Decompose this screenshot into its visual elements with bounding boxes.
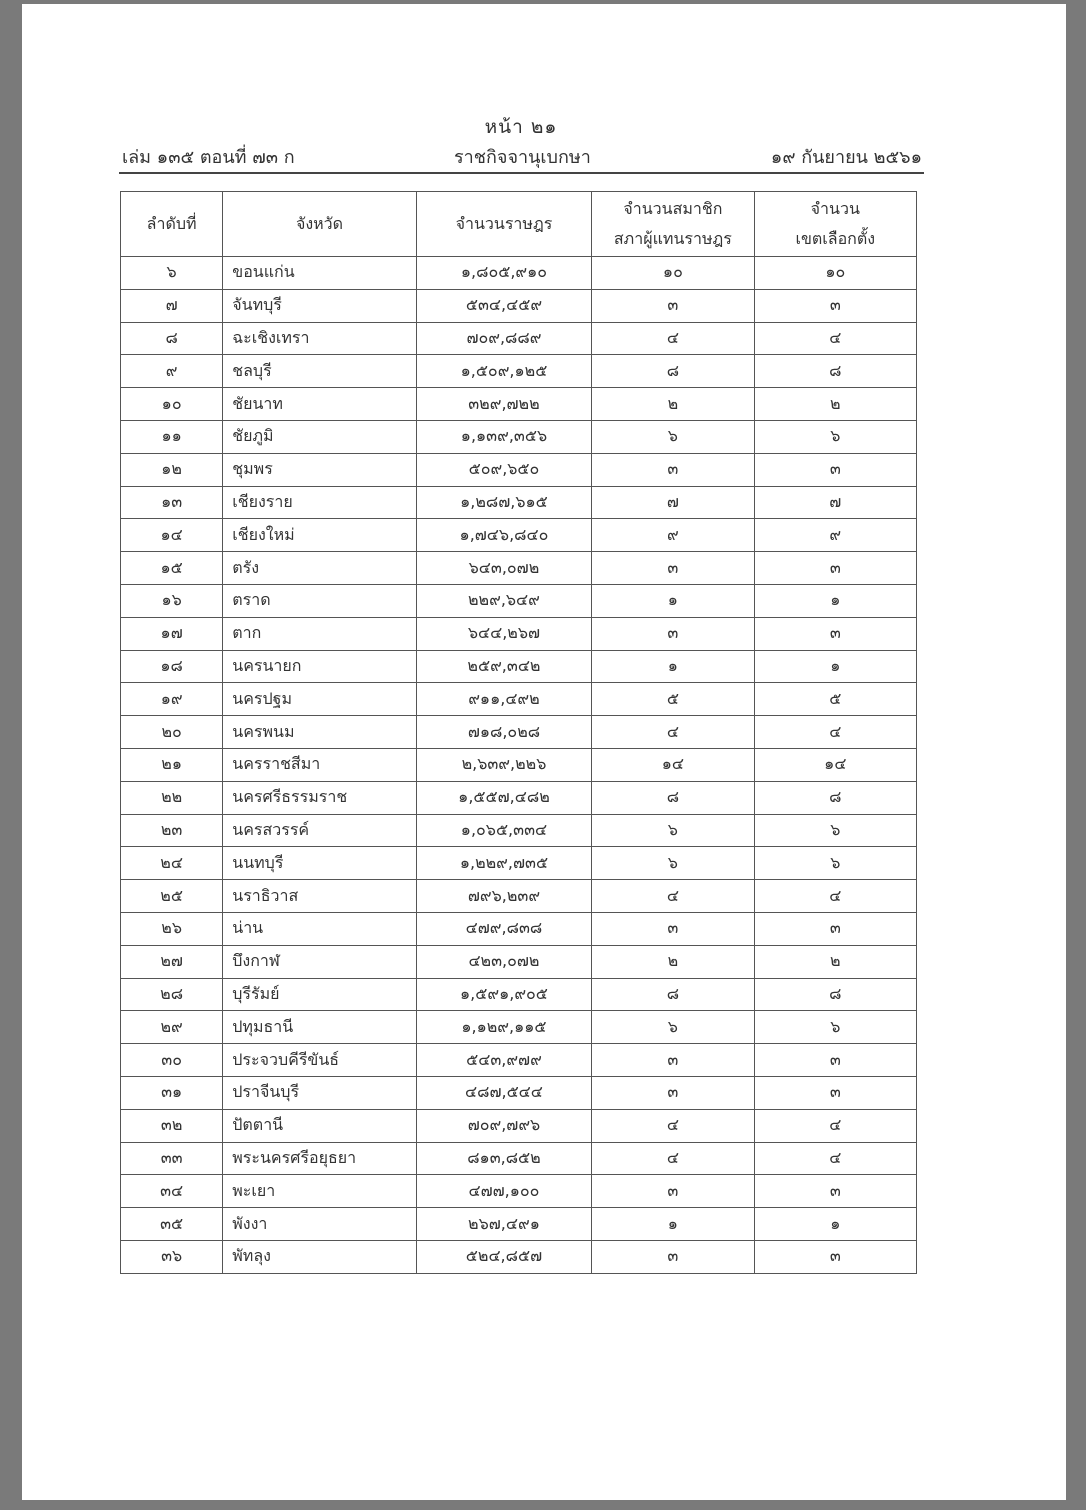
table-row — [121, 289, 917, 322]
col-mps-cell: ๗ — [592, 486, 754, 519]
col-order-cell: ๘ — [121, 322, 223, 355]
col-order-cell: ๑๕ — [121, 552, 223, 585]
col-order-cell: ๒๗ — [121, 945, 223, 978]
col-province-cell: ขอนแก่น — [223, 257, 416, 290]
col-districts-cell: ๔ — [754, 1109, 916, 1142]
col-population-cell: ๑,๕๕๗,๔๘๒ — [416, 781, 591, 814]
col-districts-cell: ๔ — [754, 1142, 916, 1175]
table-row — [121, 716, 917, 749]
col-mps-cell: ๔ — [592, 1109, 754, 1142]
col-order-cell: ๓๒ — [121, 1109, 223, 1142]
table-row — [121, 945, 917, 978]
col-population-cell: ๗๐๙,๘๘๙ — [416, 322, 591, 355]
col-districts-cell: ๖ — [754, 847, 916, 880]
col-order-cell: ๑๗ — [121, 617, 223, 650]
table-row — [121, 814, 917, 847]
col-districts-cell: ๘ — [754, 781, 916, 814]
table-row — [121, 650, 917, 683]
col-population-cell: ๑,๕๐๙,๑๒๕ — [416, 355, 591, 388]
volume-issue: เล่ม ๑๓๕ ตอนที่ ๗๓ ก — [122, 147, 295, 168]
col-districts-cell: ๑๔ — [754, 748, 916, 781]
col-mps-cell: ๓ — [592, 912, 754, 945]
col-order-cell: ๑๔ — [121, 519, 223, 552]
col-mps-cell: ๖ — [592, 847, 754, 880]
col-mps-cell: ๑ — [592, 584, 754, 617]
col-population-cell: ๑,๘๐๕,๙๑๐ — [416, 257, 591, 290]
col-mps-cell: ๓ — [592, 1076, 754, 1109]
table-row — [121, 453, 917, 486]
col-districts-cell: ๓ — [754, 1076, 916, 1109]
col-mps-cell: ๔ — [592, 322, 754, 355]
col-order-cell: ๓๖ — [121, 1240, 223, 1273]
col-population-cell: ๙๑๑,๔๙๒ — [416, 683, 591, 716]
col-districts-cell: ๔ — [754, 322, 916, 355]
col-mps-cell: ๓ — [592, 552, 754, 585]
col-population-cell: ๕๔๓,๙๗๙ — [416, 1044, 591, 1077]
running-header — [122, 142, 922, 170]
table-row — [121, 552, 917, 585]
col-districts-cell: ๓ — [754, 453, 916, 486]
col-province-cell: น่าน — [223, 912, 416, 945]
table-row — [121, 880, 917, 913]
table-row — [121, 847, 917, 880]
header-rule — [119, 172, 924, 174]
col-mps-cell: ๖ — [592, 1011, 754, 1044]
col-order-cell: ๒๐ — [121, 716, 223, 749]
col-population-cell: ๗๑๘,๐๒๘ — [416, 716, 591, 749]
col-population-cell: ๒๒๙,๖๔๙ — [416, 584, 591, 617]
col-order-cell: ๓๕ — [121, 1208, 223, 1241]
col-population-cell: ๑,๒๘๗,๖๑๕ — [416, 486, 591, 519]
col-districts-cell: ๖ — [754, 1011, 916, 1044]
col-mps-cell: ๓ — [592, 1240, 754, 1273]
col-order-header: ลำดับที่ — [121, 192, 223, 257]
table-row — [121, 781, 917, 814]
col-mps-cell: ๓ — [592, 1175, 754, 1208]
table-body — [121, 257, 917, 1274]
col-province-cell: บุรีรัมย์ — [223, 978, 416, 1011]
col-order-cell: ๒๒ — [121, 781, 223, 814]
col-order-cell: ๓๐ — [121, 1044, 223, 1077]
col-province-cell: พะเยา — [223, 1175, 416, 1208]
col-population-cell: ๒๕๙,๓๔๒ — [416, 650, 591, 683]
col-mps-cell: ๔ — [592, 880, 754, 913]
col-order-cell: ๓๔ — [121, 1175, 223, 1208]
col-province-cell: ประจวบคีรีขันธ์ — [223, 1044, 416, 1077]
col-population-cell: ๖๔๔,๒๖๗ — [416, 617, 591, 650]
col-mps-cell: ๒ — [592, 388, 754, 421]
col-districts-header: จำนวน เขตเลือกตั้ง — [754, 192, 916, 257]
col-districts-cell: ๔ — [754, 716, 916, 749]
table-row — [121, 257, 917, 290]
table-row — [121, 1011, 917, 1044]
table-row — [121, 420, 917, 453]
col-districts-cell: ๗ — [754, 486, 916, 519]
table-row — [121, 1044, 917, 1077]
col-population-cell: ๔๗๗,๑๐๐ — [416, 1175, 591, 1208]
col-districts-cell: ๒ — [754, 945, 916, 978]
col-province-cell: ชลบุรี — [223, 355, 416, 388]
table-row — [121, 1175, 917, 1208]
col-population-cell: ๑,๒๒๙,๗๓๕ — [416, 847, 591, 880]
col-population-cell: ๔๗๙,๘๓๘ — [416, 912, 591, 945]
table-row — [121, 486, 917, 519]
col-population-cell: ๗๐๙,๗๙๖ — [416, 1109, 591, 1142]
table-row — [121, 617, 917, 650]
col-districts-cell: ๓ — [754, 912, 916, 945]
col-mps-cell: ๘ — [592, 978, 754, 1011]
col-districts-cell: ๖ — [754, 420, 916, 453]
col-mps-cell: ๒ — [592, 945, 754, 978]
col-districts-cell: ๒ — [754, 388, 916, 421]
col-districts-cell: ๑ — [754, 650, 916, 683]
col-mps-cell: ๓ — [592, 617, 754, 650]
col-mps-cell: ๕ — [592, 683, 754, 716]
col-order-cell: ๓๑ — [121, 1076, 223, 1109]
table-row — [121, 1208, 917, 1241]
col-province-cell: นราธิวาส — [223, 880, 416, 913]
col-province-cell: บึงกาฬ — [223, 945, 416, 978]
table-row — [121, 519, 917, 552]
col-population-cell: ๑,๑๒๙,๑๑๕ — [416, 1011, 591, 1044]
col-province-cell: ตราด — [223, 584, 416, 617]
col-province-header: จังหวัด — [223, 192, 416, 257]
col-districts-cell: ๓ — [754, 1240, 916, 1273]
col-districts-cell: ๘ — [754, 355, 916, 388]
publication-date: ๑๙ กันยายน ๒๕๖๑ — [770, 147, 922, 168]
col-mps-cell: ๑๐ — [592, 257, 754, 290]
page-number: หน้า ๒๑ — [484, 116, 558, 138]
col-mps-cell: ๘ — [592, 355, 754, 388]
publication-name: ราชกิจจานุเบกษา — [454, 147, 591, 168]
col-districts-cell: ๑ — [754, 584, 916, 617]
col-order-cell: ๒๔ — [121, 847, 223, 880]
col-population-cell: ๖๔๓,๐๗๒ — [416, 552, 591, 585]
col-population-header: จำนวนราษฎร — [416, 192, 591, 257]
col-mps-cell: ๖ — [592, 420, 754, 453]
col-order-cell: ๑๙ — [121, 683, 223, 716]
col-order-cell: ๑๘ — [121, 650, 223, 683]
col-province-cell: ชุมพร — [223, 453, 416, 486]
col-order-cell: ๗ — [121, 289, 223, 322]
table-row — [121, 388, 917, 421]
col-province-cell: นครศรีธรรมราช — [223, 781, 416, 814]
col-population-cell: ๕๓๔,๔๕๙ — [416, 289, 591, 322]
col-province-cell: นครพนม — [223, 716, 416, 749]
col-mps-header: จำนวนสมาชิก สภาผู้แทนราษฎร — [592, 192, 754, 257]
col-districts-cell: ๘ — [754, 978, 916, 1011]
col-order-cell: ๒๕ — [121, 880, 223, 913]
table-header-row — [121, 192, 917, 257]
col-districts-cell: ๔ — [754, 880, 916, 913]
col-order-cell: ๑๒ — [121, 453, 223, 486]
col-population-cell: ๕๒๔,๘๕๗ — [416, 1240, 591, 1273]
table-row — [121, 1142, 917, 1175]
col-order-cell: ๙ — [121, 355, 223, 388]
col-province-cell: จันทบุรี — [223, 289, 416, 322]
col-order-cell: ๑๓ — [121, 486, 223, 519]
col-province-cell: เชียงใหม่ — [223, 519, 416, 552]
col-order-cell: ๑๐ — [121, 388, 223, 421]
col-mps-cell: ๓ — [592, 1044, 754, 1077]
col-mps-cell: ๔ — [592, 1142, 754, 1175]
col-population-cell: ๑,๗๔๖,๘๔๐ — [416, 519, 591, 552]
col-mps-cell: ๑๔ — [592, 748, 754, 781]
col-order-cell: ๒๑ — [121, 748, 223, 781]
col-districts-cell: ๓ — [754, 617, 916, 650]
col-districts-cell: ๕ — [754, 683, 916, 716]
col-province-cell: นนทบุรี — [223, 847, 416, 880]
col-province-cell: ปัตตานี — [223, 1109, 416, 1142]
col-province-cell: พัทลุง — [223, 1240, 416, 1273]
col-districts-cell: ๓ — [754, 1044, 916, 1077]
col-population-cell: ๗๙๖,๒๓๙ — [416, 880, 591, 913]
table-row — [121, 584, 917, 617]
col-mps-cell: ๑ — [592, 1208, 754, 1241]
col-order-cell: ๒๙ — [121, 1011, 223, 1044]
col-order-cell: ๒๖ — [121, 912, 223, 945]
col-mps-cell: ๓ — [592, 453, 754, 486]
col-order-cell: ๖ — [121, 257, 223, 290]
col-province-cell: ปราจีนบุรี — [223, 1076, 416, 1109]
population-table — [120, 191, 917, 1274]
col-mps-cell: ๔ — [592, 716, 754, 749]
col-population-cell: ๓๒๙,๗๒๒ — [416, 388, 591, 421]
table-row — [121, 322, 917, 355]
col-province-cell: นครราชสีมา — [223, 748, 416, 781]
col-districts-cell: ๑ — [754, 1208, 916, 1241]
col-districts-cell: ๓ — [754, 289, 916, 322]
col-districts-cell: ๑๐ — [754, 257, 916, 290]
col-province-cell: พังงา — [223, 1208, 416, 1241]
col-province-cell: ชัยนาท — [223, 388, 416, 421]
col-province-cell: ฉะเชิงเทรา — [223, 322, 416, 355]
col-order-cell: ๑๖ — [121, 584, 223, 617]
col-population-cell: ๔๒๓,๐๗๒ — [416, 945, 591, 978]
col-province-cell: ปทุมธานี — [223, 1011, 416, 1044]
col-districts-cell: ๙ — [754, 519, 916, 552]
col-order-cell: ๑๑ — [121, 420, 223, 453]
col-order-cell: ๓๓ — [121, 1142, 223, 1175]
table-row — [121, 355, 917, 388]
table-row — [121, 1240, 917, 1273]
col-population-cell: ๘๑๓,๘๕๒ — [416, 1142, 591, 1175]
table-row — [121, 1109, 917, 1142]
col-population-cell: ๒๖๗,๔๙๑ — [416, 1208, 591, 1241]
col-order-cell: ๒๓ — [121, 814, 223, 847]
col-mps-cell: ๖ — [592, 814, 754, 847]
col-population-cell: ๑,๑๓๙,๓๕๖ — [416, 420, 591, 453]
col-province-cell: ตรัง — [223, 552, 416, 585]
col-districts-cell: ๓ — [754, 1175, 916, 1208]
col-province-cell: เชียงราย — [223, 486, 416, 519]
col-population-cell: ๕๐๙,๖๕๐ — [416, 453, 591, 486]
col-mps-cell: ๑ — [592, 650, 754, 683]
col-province-cell: นครสวรรค์ — [223, 814, 416, 847]
table-row — [121, 683, 917, 716]
col-province-cell: ตาก — [223, 617, 416, 650]
table-row — [121, 748, 917, 781]
col-mps-cell: ๓ — [592, 289, 754, 322]
col-districts-cell: ๓ — [754, 552, 916, 585]
col-order-cell: ๒๘ — [121, 978, 223, 1011]
table-row — [121, 912, 917, 945]
col-population-cell: ๒,๖๓๙,๒๒๖ — [416, 748, 591, 781]
col-districts-cell: ๖ — [754, 814, 916, 847]
table-row — [121, 978, 917, 1011]
col-population-cell: ๑,๕๙๑,๙๐๕ — [416, 978, 591, 1011]
col-mps-cell: ๙ — [592, 519, 754, 552]
col-population-cell: ๑,๐๖๕,๓๓๔ — [416, 814, 591, 847]
col-province-cell: นครปฐม — [223, 683, 416, 716]
col-province-cell: พระนครศรีอยุธยา — [223, 1142, 416, 1175]
col-province-cell: นครนายก — [223, 650, 416, 683]
col-province-cell: ชัยภูมิ — [223, 420, 416, 453]
table-row — [121, 1076, 917, 1109]
col-population-cell: ๔๘๗,๕๔๔ — [416, 1076, 591, 1109]
col-mps-cell: ๘ — [592, 781, 754, 814]
